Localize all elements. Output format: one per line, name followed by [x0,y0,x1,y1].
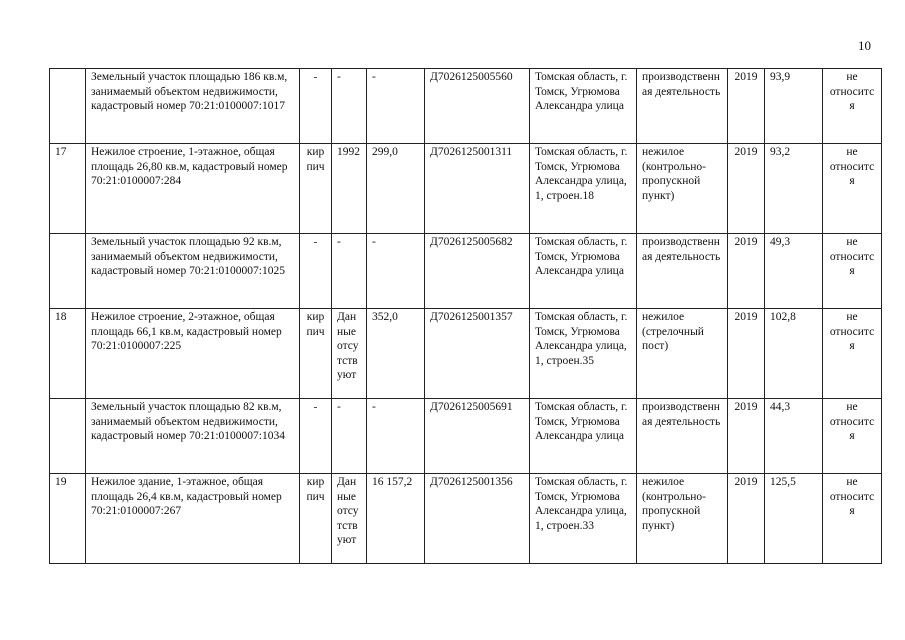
build-year: Данные отсутствуют [332,309,367,399]
value: 102,8 [765,309,823,399]
object-use: производственная деятельность [637,399,728,474]
valuation-year: 2019 [728,144,765,234]
object-description: Земельный участок площадью 186 кв.м, занимаемый объектом недвижимости, кадастровый номер 70:21:0100007:1017 [86,69,300,144]
object-use: производственная деятельность [637,69,728,144]
note: не относится [823,474,882,564]
object-use: производственная деятельность [637,234,728,309]
object-area: - [367,69,425,144]
value: 49,3 [765,234,823,309]
row-number [50,234,86,309]
row-number [50,69,86,144]
object-area: 352,0 [367,309,425,399]
object-area: 299,0 [367,144,425,234]
note: не относится [823,399,882,474]
wall-material: кирпич [300,474,332,564]
note: не относится [823,234,882,309]
table-row [50,309,882,399]
note: не относится [823,309,882,399]
object-description: Нежилое строение, 1-этажное, общая площадь 26,80 кв.м, кадастровый номер 70:21:0100007:284 [86,144,300,234]
valuation-year: 2019 [728,234,765,309]
object-code: Д7026125001311 [425,144,530,234]
object-area: - [367,399,425,474]
build-year: Данные отсутствуют [332,474,367,564]
row-number: 18 [50,309,86,399]
object-area: - [367,234,425,309]
object-code: Д7026125005691 [425,399,530,474]
object-use: нежилое (стрелочный пост) [637,309,728,399]
value: 93,2 [765,144,823,234]
note: не относится [823,144,882,234]
object-description: Нежилое строение, 2-этажное, общая площадь 66,1 кв.м, кадастровый номер 70:21:0100007:225 [86,309,300,399]
table-row [50,144,882,234]
build-year: - [332,234,367,309]
value: 44,3 [765,399,823,474]
value: 125,5 [765,474,823,564]
valuation-year: 2019 [728,474,765,564]
object-area: 16 157,2 [367,474,425,564]
object-address: Томская область, г. Томск, Угрюмова Александра улица [530,69,637,144]
object-code: Д7026125001357 [425,309,530,399]
object-description: Земельный участок площадью 92 кв.м, занимаемый объектом недвижимости, кадастровый номер 70:21:0100007:1025 [86,234,300,309]
valuation-year: 2019 [728,309,765,399]
build-year: - [332,399,367,474]
table-row [50,474,882,564]
note: не относится [823,69,882,144]
wall-material: кирпич [300,309,332,399]
object-use: нежилое (контрольно-пропускной пункт) [637,144,728,234]
property-registry-table [49,68,882,564]
table-row [50,69,882,144]
valuation-year: 2019 [728,69,765,144]
value: 93,9 [765,69,823,144]
row-number: 19 [50,474,86,564]
table-row [50,399,882,474]
valuation-year: 2019 [728,399,765,474]
row-number: 17 [50,144,86,234]
object-description: Земельный участок площадью 82 кв.м, занимаемый объектом недвижимости, кадастровый номер 70:21:0100007:1034 [86,399,300,474]
object-address: Томская область, г. Томск, Угрюмова Александра улица, 1, строен.33 [530,474,637,564]
object-use: нежилое (контрольно-пропускной пункт) [637,474,728,564]
wall-material: - [300,69,332,144]
object-description: Нежилое здание, 1-этажное, общая площадь 26,4 кв.м, кадастровый номер 70:21:0100007:267 [86,474,300,564]
build-year: - [332,69,367,144]
row-number [50,399,86,474]
object-code: Д7026125005560 [425,69,530,144]
build-year: 1992 [332,144,367,234]
wall-material: кирпич [300,144,332,234]
wall-material: - [300,234,332,309]
object-code: Д7026125005682 [425,234,530,309]
page-number: 10 [858,38,871,53]
object-address: Томская область, г. Томск, Угрюмова Александра улица [530,234,637,309]
object-address: Томская область, г. Томск, Угрюмова Александра улица [530,399,637,474]
wall-material: - [300,399,332,474]
object-code: Д7026125001356 [425,474,530,564]
object-address: Томская область, г. Томск, Угрюмова Александра улица, 1, строен.18 [530,144,637,234]
object-address: Томская область, г. Томск, Угрюмова Александра улица, 1, строен.35 [530,309,637,399]
table-row [50,234,882,309]
